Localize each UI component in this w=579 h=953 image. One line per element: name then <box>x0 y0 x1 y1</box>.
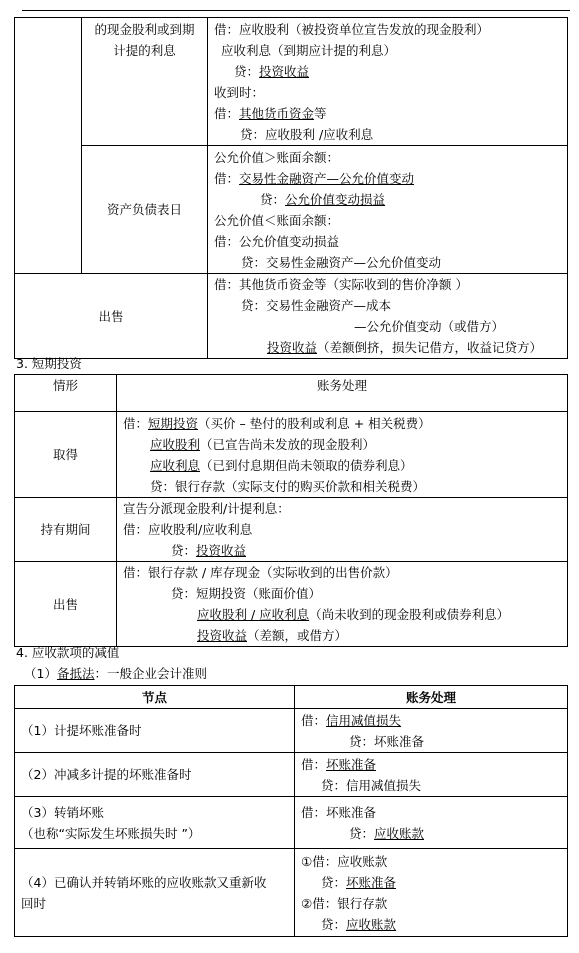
subsection-allowance-method: （1）备抵法：一般企业会计准则 <box>24 666 207 681</box>
entry-line: 贷：公允价值变动损益 <box>260 192 386 207</box>
entry-holding <box>117 498 568 562</box>
entry-line: 借：应收股利（被投资单位宣告发放的现金股利） <box>214 22 490 37</box>
row-label-provision: （1）计提坏账准备时 <box>15 709 295 753</box>
account-investment-income: 投资收益 <box>259 64 310 79</box>
entry-write-off <box>295 797 568 849</box>
entry-line: 贷：应收账款 <box>349 825 425 841</box>
row-label-recovery: （4）已确认并转销坏账的应收账款又重新收 回时 <box>15 849 295 937</box>
account-investment-income: 投资收益 <box>197 628 248 643</box>
entry-line: 贷：应收股利 /应收利息 <box>240 127 374 142</box>
entry-line: ①借：应收账款 <box>301 853 388 869</box>
entry-line: 贷：投资收益 <box>234 64 310 79</box>
account-credit-impairment-loss: 信用减值损失 <box>326 712 402 728</box>
entry-line: 贷：短期投资（账面价值） <box>171 586 322 601</box>
entry-line: 宣告分派现金股利/计提利息： <box>123 501 290 516</box>
entry-acquisition <box>117 412 568 498</box>
entry-line: 投资收益（差额倒挤，损失记借方，收益记贷方） <box>267 340 543 355</box>
entry-line: 应收股利 / 应收利息（尚未收到的现金股利或债券利息） <box>197 607 510 622</box>
header-accounting: 账务处理 <box>117 375 568 412</box>
row-label-sale: 出售 <box>15 562 117 647</box>
account-receivables: 应收股利 / 应收利息 <box>197 607 310 622</box>
entry-line: 借：坏账准备 <box>301 804 377 820</box>
entry-line: 贷：交易性金融资产—成本 <box>241 298 392 313</box>
account-trading-assets-fv: 交易性金融资产—公允价值变动 <box>239 171 415 186</box>
entry-line: 借：短期投资（买价 – 垫付的股利或利息 + 相关税费） <box>123 415 431 431</box>
row-label-reversal: （2）冲减多计提的坏账准备时 <box>15 753 295 797</box>
entry-line: 贷：投资收益 <box>171 543 247 558</box>
entry-line: 贷：银行存款（实际支付的购买价款和相关税费） <box>150 478 426 494</box>
entry-line: 投资收益（差额，或借方） <box>197 628 348 643</box>
account-investment-income: 投资收益 <box>196 543 247 558</box>
entry-line: 应收利息（已到付息期但尚未领取的债券利息） <box>150 457 413 473</box>
entry-balance-sheet-date <box>208 146 568 274</box>
row-label-acquisition: 取得 <box>15 412 117 498</box>
header-accounting: 账务处理 <box>295 686 568 709</box>
section-title-receivables-impairment: 4. 应收款项的减值 <box>16 645 120 660</box>
header-node: 节点 <box>15 686 295 709</box>
entry-line: 借：其他货币资金等（实际收到的售价净额 ） <box>214 277 468 292</box>
row-label-holding: 持有期间 <box>15 498 117 562</box>
row-label-balance-sheet-date: 资产负债表日 <box>82 146 208 274</box>
entry-recovery <box>295 849 568 937</box>
entry-line: 贷：交易性金融资产—公允价值变动 <box>241 255 442 270</box>
entry-line: 收到时： <box>214 85 265 100</box>
account-accounts-receivable: 应收账款 <box>346 916 397 932</box>
row-label-dividend: 的现金股利或到期 计提的利息 <box>82 18 208 146</box>
entry-provision <box>295 709 568 753</box>
entry-line: 贷：应收账款 <box>321 916 397 932</box>
entry-dividend <box>208 18 568 146</box>
entry-line: 贷：坏账准备 <box>321 874 397 890</box>
entry-line: 借：应收股利/应收利息 <box>123 522 253 537</box>
entry-line: 借：公允价值变动损益 <box>214 234 340 249</box>
trading-assets-table <box>14 17 568 359</box>
account-interest-receivable: 应收利息 <box>150 457 201 473</box>
entry-line: 贷：坏账准备 <box>349 733 425 749</box>
entry-line: 应收利息（到期应计提的利息） <box>221 43 397 58</box>
account-dividends-receivable: 应收股利 <box>150 436 201 452</box>
account-bad-debt-allowance: 坏账准备 <box>326 756 377 772</box>
account-bad-debt-allowance: 坏账准备 <box>346 874 397 890</box>
entry-line: 借：信用减值损失 <box>301 712 402 728</box>
method-name: 备抵法 <box>56 666 95 681</box>
top-rule <box>22 10 570 11</box>
entry-reversal <box>295 753 568 797</box>
account-fv-change-gain: 公允价值变动损益 <box>285 192 386 207</box>
entry-line: 贷：信用减值损失 <box>321 777 422 793</box>
account-short-term-investment: 短期投资 <box>148 415 199 431</box>
short-term-investment-table <box>14 374 568 647</box>
entry-line: ②借：银行存款 <box>301 895 388 911</box>
impairment-table <box>14 685 568 937</box>
row-label-sale: 出售 <box>15 274 208 359</box>
header-scenario: 情形 <box>15 375 117 412</box>
entry-line: —公允价值变动（或借方） <box>354 319 505 334</box>
account-other-monetary-funds: 其他货币资金 <box>239 106 315 121</box>
blank-cell <box>15 18 82 274</box>
entry-line: 借：银行存款 / 库存现金（实际收到的出售价款） <box>123 565 398 580</box>
entry-sale <box>208 274 568 359</box>
entry-line: 借：坏账准备 <box>301 756 377 772</box>
entry-line: 公允价值＞账面余额： <box>214 150 340 165</box>
row-label-write-off: （3）转销坏账 （也称“实际发生坏账损失时 ”） <box>15 797 295 849</box>
entry-line: 公允价值＜账面余额： <box>214 213 340 228</box>
entry-line: 借：交易性金融资产—公允价值变动 <box>214 171 415 186</box>
entry-sale <box>117 562 568 647</box>
section-title-short-term-investment: 3. 短期投资 <box>16 356 82 371</box>
entry-line: 借：其他货币资金等 <box>214 106 327 121</box>
account-accounts-receivable: 应收账款 <box>374 825 425 841</box>
entry-line: 应收股利（已宣告尚未发放的现金股利） <box>150 436 376 452</box>
account-investment-income: 投资收益 <box>267 340 318 355</box>
